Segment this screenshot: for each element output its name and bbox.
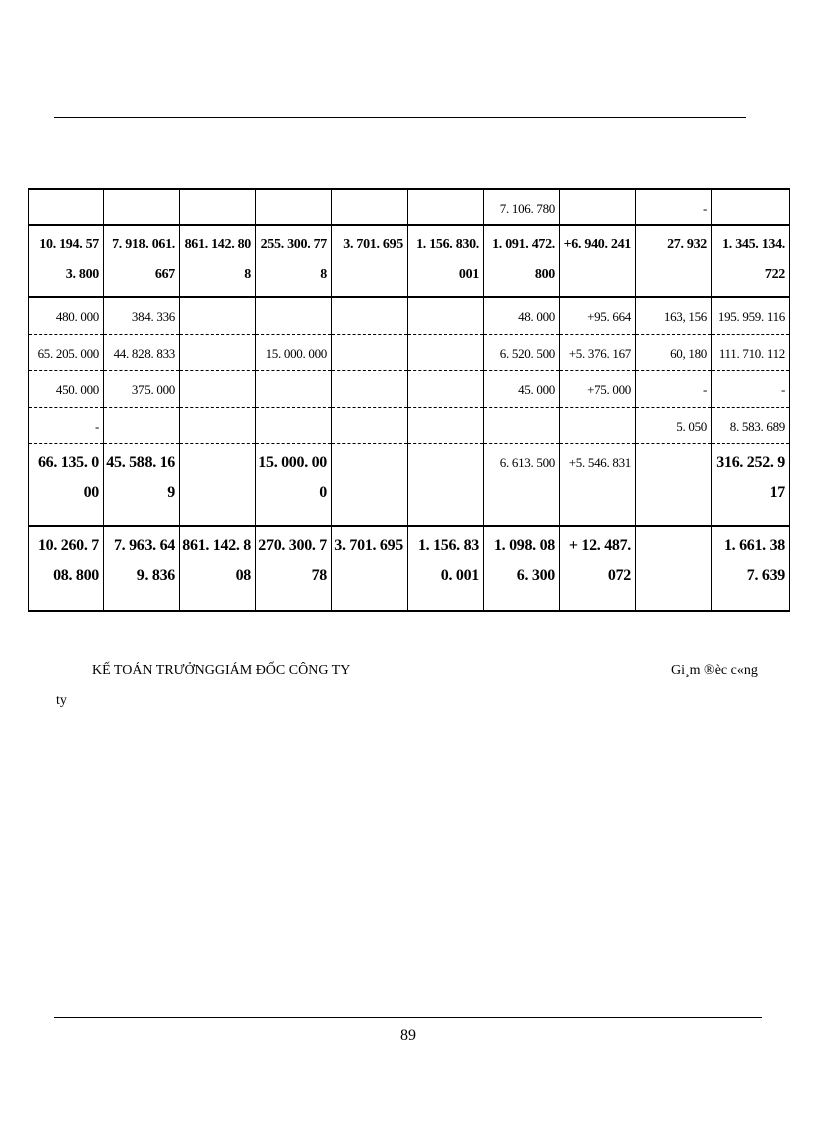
table-cell: 3. 701. 695: [332, 225, 408, 297]
table-cell: 15. 000. 000: [256, 334, 332, 370]
table-cell: [256, 297, 332, 334]
table-cell: [636, 526, 712, 611]
table-cell: 7. 106. 780: [484, 189, 560, 225]
table-cell: +95. 664: [560, 297, 636, 334]
table-cell: [332, 443, 408, 526]
table-cell: 316. 252. 917: [712, 443, 790, 526]
table-row: [29, 297, 790, 334]
page-number: 89: [400, 1027, 416, 1044]
table-cell: 163, 156: [636, 297, 712, 334]
table-cell: [712, 189, 790, 225]
table-cell: 384. 336: [104, 297, 180, 334]
table-row: [29, 443, 790, 526]
table-cell: 48. 000: [484, 297, 560, 334]
table-cell: 861. 142. 808: [180, 225, 256, 297]
table-cell: [180, 443, 256, 526]
table-cell: 1. 156. 830. 001: [408, 526, 484, 611]
table-cell: 861. 142. 808: [180, 526, 256, 611]
table-cell: 8. 583. 689: [712, 407, 790, 443]
table-row: [29, 225, 790, 297]
table-cell: [180, 334, 256, 370]
table-cell: + 12. 487. 072: [560, 526, 636, 611]
table-cell: [256, 407, 332, 443]
table-cell: [560, 407, 636, 443]
table-cell: 66. 135. 000: [29, 443, 104, 526]
table-cell: +5. 546. 831: [560, 443, 636, 526]
table-cell: 6. 520. 500: [484, 334, 560, 370]
table-cell: [332, 334, 408, 370]
table-cell: 3. 701. 695: [332, 526, 408, 611]
table-cell: 1. 091. 472. 800: [484, 225, 560, 297]
table-cell: 450. 000: [29, 370, 104, 407]
header-rule: [54, 117, 746, 118]
table-cell: 195. 959. 116: [712, 297, 790, 334]
table-cell: 27. 932: [636, 225, 712, 297]
table-cell: 375. 000: [104, 370, 180, 407]
table-cell: 255. 300. 778: [256, 225, 332, 297]
table-cell: 15. 000. 000: [256, 443, 332, 526]
table-cell: [180, 407, 256, 443]
table-cell: -: [712, 370, 790, 407]
table-cell: -: [636, 189, 712, 225]
table-cell: 7. 918. 061. 667: [104, 225, 180, 297]
table-cell: 7. 963. 649. 836: [104, 526, 180, 611]
table-cell: [332, 407, 408, 443]
table-cell: [408, 407, 484, 443]
table-cell: [256, 370, 332, 407]
table-cell: 5. 050: [636, 407, 712, 443]
table-cell: 1. 661. 387. 639: [712, 526, 790, 611]
footer-rule: [54, 1017, 762, 1018]
table-cell: [408, 189, 484, 225]
table-cell: [256, 189, 332, 225]
table-row: [29, 189, 790, 225]
table-cell: 45. 000: [484, 370, 560, 407]
table-cell: 480. 000: [29, 297, 104, 334]
table-cell: [408, 334, 484, 370]
table-cell: 60, 180: [636, 334, 712, 370]
ledger-table: [28, 188, 790, 612]
table-cell: 10. 260. 708. 800: [29, 526, 104, 611]
table-cell: [332, 189, 408, 225]
table-cell: [636, 443, 712, 526]
table-cell: 44. 828. 833: [104, 334, 180, 370]
table-cell: [484, 407, 560, 443]
table-cell: [29, 189, 104, 225]
table-cell: -: [29, 407, 104, 443]
table-cell: 65. 205. 000: [29, 334, 104, 370]
table-cell: +5. 376. 167: [560, 334, 636, 370]
table-cell: [408, 297, 484, 334]
table-cell: [180, 189, 256, 225]
table-row: [29, 407, 790, 443]
table-row: [29, 526, 790, 611]
table-cell: 111. 710. 112: [712, 334, 790, 370]
table-cell: +75. 000: [560, 370, 636, 407]
table-cell: [104, 189, 180, 225]
table-cell: +6. 940. 241: [560, 225, 636, 297]
table-cell: -: [636, 370, 712, 407]
table-cell: [180, 297, 256, 334]
table-cell: [332, 297, 408, 334]
table-cell: 1. 345. 134. 722: [712, 225, 790, 297]
table-row: [29, 370, 790, 407]
signature-company-director-wrap: ty: [56, 693, 67, 708]
table-cell: 45. 588. 169: [104, 443, 180, 526]
signature-company-director: Gi¸m ®èc c«ng: [671, 663, 758, 678]
table-cell: 1. 156. 830. 001: [408, 225, 484, 297]
table-cell: [408, 443, 484, 526]
table-row: [29, 334, 790, 370]
table-cell: 270. 300. 778: [256, 526, 332, 611]
table-cell: 10. 194. 573. 800: [29, 225, 104, 297]
table-cell: [408, 370, 484, 407]
table-cell: 1. 098. 086. 300: [484, 526, 560, 611]
table-cell: [180, 370, 256, 407]
table-cell: [560, 189, 636, 225]
table-cell: 6. 613. 500: [484, 443, 560, 526]
table-cell: [104, 407, 180, 443]
table-cell: [332, 370, 408, 407]
signature-chief-accountant-director: KẾ TOÁN TRƯỞNGGIÁM ĐỐC CÔNG TY: [92, 663, 351, 678]
